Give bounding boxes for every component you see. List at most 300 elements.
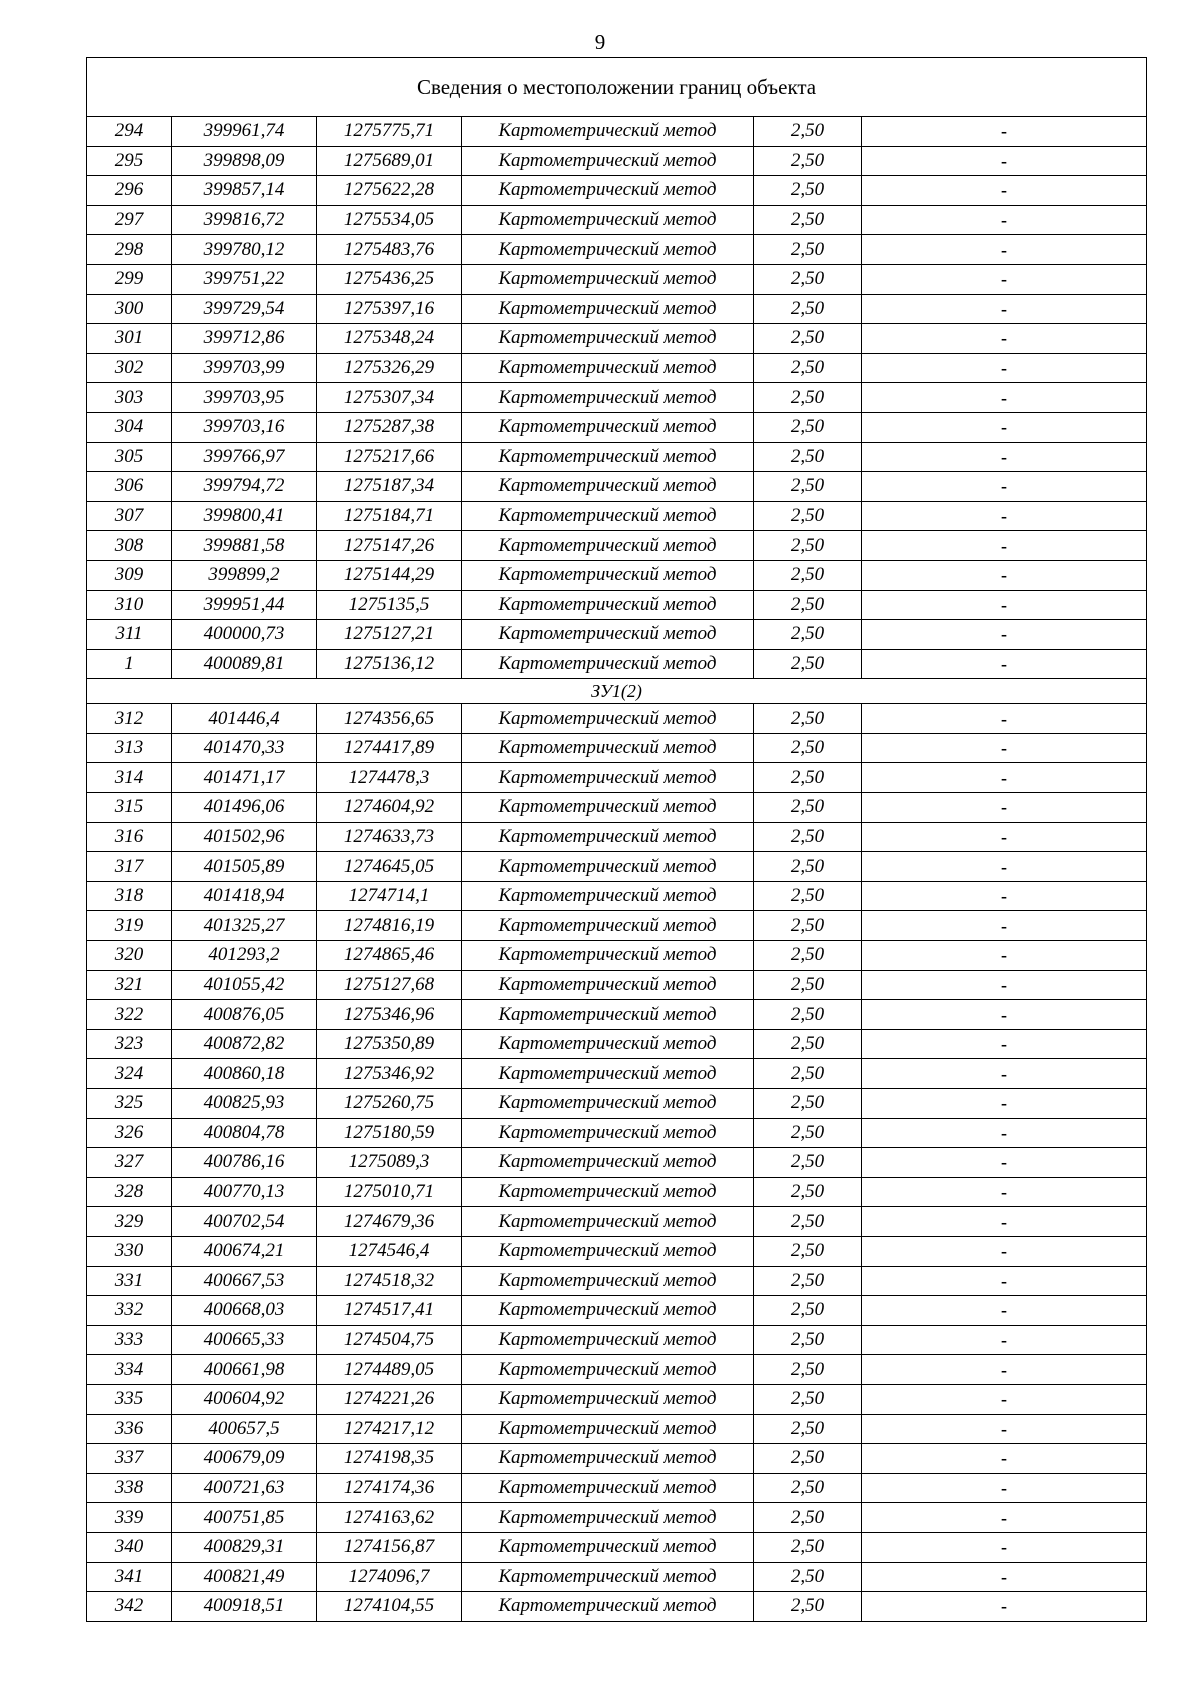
point-number-cell: 304 <box>87 412 172 442</box>
x-coordinate-cell: 400872,82 <box>172 1029 317 1059</box>
accuracy-cell: 2,50 <box>754 264 862 294</box>
point-number-cell: 314 <box>87 763 172 793</box>
accuracy-cell: 2,50 <box>754 294 862 324</box>
x-coordinate-cell: 399712,86 <box>172 324 317 354</box>
x-coordinate-cell: 400089,81 <box>172 649 317 679</box>
table-row <box>87 733 1147 763</box>
point-number-cell: 336 <box>87 1414 172 1444</box>
y-coordinate-cell: 1275348,24 <box>317 324 462 354</box>
table-row <box>87 442 1147 472</box>
table-row <box>87 1414 1147 1444</box>
y-coordinate-cell: 1275136,12 <box>317 649 462 679</box>
table-row <box>87 176 1147 206</box>
description-cell: - <box>862 1059 1147 1089</box>
point-number-cell: 327 <box>87 1148 172 1178</box>
method-cell: Картометрический метод <box>462 1000 754 1030</box>
y-coordinate-cell: 1275127,68 <box>317 970 462 1000</box>
x-coordinate-cell: 399703,99 <box>172 353 317 383</box>
accuracy-cell: 2,50 <box>754 704 862 734</box>
description-cell: - <box>862 1325 1147 1355</box>
point-number-cell: 311 <box>87 620 172 650</box>
accuracy-cell: 2,50 <box>754 1532 862 1562</box>
table-row <box>87 1562 1147 1592</box>
description-cell: - <box>862 117 1147 147</box>
x-coordinate-cell: 399816,72 <box>172 205 317 235</box>
x-coordinate-cell: 400702,54 <box>172 1207 317 1237</box>
accuracy-cell: 2,50 <box>754 590 862 620</box>
description-cell: - <box>862 501 1147 531</box>
x-coordinate-cell: 399857,14 <box>172 176 317 206</box>
y-coordinate-cell: 1275089,3 <box>317 1148 462 1178</box>
accuracy-cell: 2,50 <box>754 1296 862 1326</box>
accuracy-cell: 2,50 <box>754 1355 862 1385</box>
accuracy-cell: 2,50 <box>754 324 862 354</box>
x-coordinate-cell: 401471,17 <box>172 763 317 793</box>
method-cell: Картометрический метод <box>462 1148 754 1178</box>
table-row <box>87 324 1147 354</box>
y-coordinate-cell: 1274096,7 <box>317 1562 462 1592</box>
table-row <box>87 383 1147 413</box>
accuracy-cell: 2,50 <box>754 117 862 147</box>
y-coordinate-cell: 1275483,76 <box>317 235 462 265</box>
y-coordinate-cell: 1275010,71 <box>317 1177 462 1207</box>
y-coordinate-cell: 1275689,01 <box>317 146 462 176</box>
point-number-cell: 318 <box>87 881 172 911</box>
description-cell: - <box>862 1236 1147 1266</box>
point-number-cell: 313 <box>87 733 172 763</box>
point-number-cell: 332 <box>87 1296 172 1326</box>
table-row <box>87 1325 1147 1355</box>
y-coordinate-cell: 1275184,71 <box>317 501 462 531</box>
description-cell: - <box>862 324 1147 354</box>
point-number-cell: 333 <box>87 1325 172 1355</box>
x-coordinate-cell: 400821,49 <box>172 1562 317 1592</box>
table-row <box>87 1384 1147 1414</box>
accuracy-cell: 2,50 <box>754 970 862 1000</box>
x-coordinate-cell: 399703,16 <box>172 412 317 442</box>
y-coordinate-cell: 1274645,05 <box>317 852 462 882</box>
method-cell: Картометрический метод <box>462 1444 754 1474</box>
point-number-cell: 296 <box>87 176 172 206</box>
point-number-cell: 317 <box>87 852 172 882</box>
point-number-cell: 307 <box>87 501 172 531</box>
description-cell: - <box>862 1562 1147 1592</box>
x-coordinate-cell: 400657,5 <box>172 1414 317 1444</box>
y-coordinate-cell: 1274478,3 <box>317 763 462 793</box>
description-cell: - <box>862 176 1147 206</box>
table-row <box>87 970 1147 1000</box>
y-coordinate-cell: 1275144,29 <box>317 560 462 590</box>
method-cell: Картометрический метод <box>462 1059 754 1089</box>
table-title: Сведения о местоположении границ объекта <box>87 58 1147 117</box>
point-number-cell: 301 <box>87 324 172 354</box>
x-coordinate-cell: 399729,54 <box>172 294 317 324</box>
table-row <box>87 590 1147 620</box>
description-cell: - <box>862 704 1147 734</box>
table-row <box>87 353 1147 383</box>
y-coordinate-cell: 1275217,66 <box>317 442 462 472</box>
table-row <box>87 264 1147 294</box>
accuracy-cell: 2,50 <box>754 1000 862 1030</box>
accuracy-cell: 2,50 <box>754 941 862 971</box>
x-coordinate-cell: 400000,73 <box>172 620 317 650</box>
description-cell: - <box>862 294 1147 324</box>
method-cell: Картометрический метод <box>462 205 754 235</box>
x-coordinate-cell: 401055,42 <box>172 970 317 1000</box>
table-row <box>87 1444 1147 1474</box>
table-row <box>87 822 1147 852</box>
y-coordinate-cell: 1274356,65 <box>317 704 462 734</box>
description-cell: - <box>862 733 1147 763</box>
table-row <box>87 1059 1147 1089</box>
description-cell: - <box>862 1532 1147 1562</box>
method-cell: Картометрический метод <box>462 501 754 531</box>
point-number-cell: 339 <box>87 1503 172 1533</box>
method-cell: Картометрический метод <box>462 941 754 971</box>
accuracy-cell: 2,50 <box>754 822 862 852</box>
accuracy-cell: 2,50 <box>754 353 862 383</box>
accuracy-cell: 2,50 <box>754 1473 862 1503</box>
x-coordinate-cell: 400721,63 <box>172 1473 317 1503</box>
method-cell: Картометрический метод <box>462 911 754 941</box>
point-number-cell: 294 <box>87 117 172 147</box>
method-cell: Картометрический метод <box>462 970 754 1000</box>
group2-rows <box>87 704 1147 1621</box>
accuracy-cell: 2,50 <box>754 1029 862 1059</box>
x-coordinate-cell: 400661,98 <box>172 1355 317 1385</box>
accuracy-cell: 2,50 <box>754 383 862 413</box>
y-coordinate-cell: 1275397,16 <box>317 294 462 324</box>
x-coordinate-cell: 400674,21 <box>172 1236 317 1266</box>
y-coordinate-cell: 1275346,92 <box>317 1059 462 1089</box>
accuracy-cell: 2,50 <box>754 1384 862 1414</box>
method-cell: Картометрический метод <box>462 763 754 793</box>
accuracy-cell: 2,50 <box>754 911 862 941</box>
method-cell: Картометрический метод <box>462 442 754 472</box>
description-cell: - <box>862 560 1147 590</box>
point-number-cell: 331 <box>87 1266 172 1296</box>
accuracy-cell: 2,50 <box>754 1444 862 1474</box>
x-coordinate-cell: 400679,09 <box>172 1444 317 1474</box>
y-coordinate-cell: 1274104,55 <box>317 1592 462 1622</box>
y-coordinate-cell: 1275127,21 <box>317 620 462 650</box>
method-cell: Картометрический метод <box>462 176 754 206</box>
accuracy-cell: 2,50 <box>754 1562 862 1592</box>
method-cell: Картометрический метод <box>462 1562 754 1592</box>
description-cell: - <box>862 264 1147 294</box>
method-cell: Картометрический метод <box>462 324 754 354</box>
y-coordinate-cell: 1274604,92 <box>317 793 462 823</box>
y-coordinate-cell: 1275350,89 <box>317 1029 462 1059</box>
x-coordinate-cell: 400667,53 <box>172 1266 317 1296</box>
x-coordinate-cell: 400804,78 <box>172 1118 317 1148</box>
point-number-cell: 319 <box>87 911 172 941</box>
point-number-cell: 297 <box>87 205 172 235</box>
description-cell: - <box>862 442 1147 472</box>
point-number-cell: 326 <box>87 1118 172 1148</box>
x-coordinate-cell: 401470,33 <box>172 733 317 763</box>
method-cell: Картометрический метод <box>462 117 754 147</box>
x-coordinate-cell: 400825,93 <box>172 1089 317 1119</box>
accuracy-cell: 2,50 <box>754 1503 862 1533</box>
x-coordinate-cell: 401293,2 <box>172 941 317 971</box>
point-number-cell: 341 <box>87 1562 172 1592</box>
accuracy-cell: 2,50 <box>754 1325 862 1355</box>
y-coordinate-cell: 1274865,46 <box>317 941 462 971</box>
method-cell: Картометрический метод <box>462 881 754 911</box>
point-number-cell: 323 <box>87 1029 172 1059</box>
y-coordinate-cell: 1274198,35 <box>317 1444 462 1474</box>
table-row <box>87 881 1147 911</box>
description-cell: - <box>862 235 1147 265</box>
section-row-group <box>87 679 1147 704</box>
point-number-cell: 298 <box>87 235 172 265</box>
point-number-cell: 308 <box>87 531 172 561</box>
y-coordinate-cell: 1275307,34 <box>317 383 462 413</box>
page-number: 9 <box>594 30 606 54</box>
description-cell: - <box>862 822 1147 852</box>
table-row <box>87 117 1147 147</box>
description-cell: - <box>862 383 1147 413</box>
description-cell: - <box>862 1503 1147 1533</box>
accuracy-cell: 2,50 <box>754 620 862 650</box>
method-cell: Картометрический метод <box>462 1414 754 1444</box>
table-row <box>87 911 1147 941</box>
point-number-cell: 338 <box>87 1473 172 1503</box>
method-cell: Картометрический метод <box>462 1177 754 1207</box>
accuracy-cell: 2,50 <box>754 733 862 763</box>
description-cell: - <box>862 620 1147 650</box>
point-number-cell: 328 <box>87 1177 172 1207</box>
description-cell: - <box>862 911 1147 941</box>
table-row <box>87 941 1147 971</box>
table-row <box>87 501 1147 531</box>
y-coordinate-cell: 1274489,05 <box>317 1355 462 1385</box>
table-row <box>87 146 1147 176</box>
x-coordinate-cell: 399703,95 <box>172 383 317 413</box>
description-cell: - <box>862 590 1147 620</box>
accuracy-cell: 2,50 <box>754 1118 862 1148</box>
y-coordinate-cell: 1275260,75 <box>317 1089 462 1119</box>
x-coordinate-cell: 400786,16 <box>172 1148 317 1178</box>
y-coordinate-cell: 1274517,41 <box>317 1296 462 1326</box>
point-number-cell: 1 <box>87 649 172 679</box>
y-coordinate-cell: 1274417,89 <box>317 733 462 763</box>
point-number-cell: 334 <box>87 1355 172 1385</box>
point-number-cell: 316 <box>87 822 172 852</box>
point-number-cell: 315 <box>87 793 172 823</box>
table-row <box>87 1473 1147 1503</box>
y-coordinate-cell: 1274714,1 <box>317 881 462 911</box>
point-number-cell: 309 <box>87 560 172 590</box>
table-row <box>87 205 1147 235</box>
y-coordinate-cell: 1275287,38 <box>317 412 462 442</box>
x-coordinate-cell: 401418,94 <box>172 881 317 911</box>
y-coordinate-cell: 1275775,71 <box>317 117 462 147</box>
table-row <box>87 235 1147 265</box>
y-coordinate-cell: 1274679,36 <box>317 1207 462 1237</box>
method-cell: Картометрический метод <box>462 1532 754 1562</box>
y-coordinate-cell: 1275147,26 <box>317 531 462 561</box>
accuracy-cell: 2,50 <box>754 442 862 472</box>
table-row <box>87 1148 1147 1178</box>
method-cell: Картометрический метод <box>462 704 754 734</box>
point-number-cell: 312 <box>87 704 172 734</box>
description-cell: - <box>862 763 1147 793</box>
method-cell: Картометрический метод <box>462 1029 754 1059</box>
table-title-row <box>87 58 1147 117</box>
accuracy-cell: 2,50 <box>754 560 862 590</box>
y-coordinate-cell: 1274546,4 <box>317 1236 462 1266</box>
x-coordinate-cell: 399881,58 <box>172 531 317 561</box>
method-cell: Картометрический метод <box>462 1503 754 1533</box>
description-cell: - <box>862 146 1147 176</box>
description-cell: - <box>862 1592 1147 1622</box>
method-cell: Картометрический метод <box>462 1118 754 1148</box>
method-cell: Картометрический метод <box>462 146 754 176</box>
description-cell: - <box>862 1384 1147 1414</box>
x-coordinate-cell: 399794,72 <box>172 472 317 502</box>
method-cell: Картометрический метод <box>462 1325 754 1355</box>
y-coordinate-cell: 1274156,87 <box>317 1532 462 1562</box>
y-coordinate-cell: 1275135,5 <box>317 590 462 620</box>
section-row <box>87 679 1147 704</box>
description-cell: - <box>862 353 1147 383</box>
accuracy-cell: 2,50 <box>754 176 862 206</box>
table-row <box>87 1236 1147 1266</box>
y-coordinate-cell: 1274221,26 <box>317 1384 462 1414</box>
x-coordinate-cell: 399766,97 <box>172 442 317 472</box>
point-number-cell: 295 <box>87 146 172 176</box>
accuracy-cell: 2,50 <box>754 1177 862 1207</box>
y-coordinate-cell: 1274816,19 <box>317 911 462 941</box>
x-coordinate-cell: 401505,89 <box>172 852 317 882</box>
table-row <box>87 1503 1147 1533</box>
description-cell: - <box>862 881 1147 911</box>
point-number-cell: 310 <box>87 590 172 620</box>
accuracy-cell: 2,50 <box>754 235 862 265</box>
table-row <box>87 560 1147 590</box>
accuracy-cell: 2,50 <box>754 1207 862 1237</box>
method-cell: Картометрический метод <box>462 1089 754 1119</box>
x-coordinate-cell: 399898,09 <box>172 146 317 176</box>
description-cell: - <box>862 1207 1147 1237</box>
point-number-cell: 306 <box>87 472 172 502</box>
method-cell: Картометрический метод <box>462 383 754 413</box>
method-cell: Картометрический метод <box>462 531 754 561</box>
x-coordinate-cell: 399780,12 <box>172 235 317 265</box>
x-coordinate-cell: 400751,85 <box>172 1503 317 1533</box>
description-cell: - <box>862 1266 1147 1296</box>
point-number-cell: 335 <box>87 1384 172 1414</box>
table-row <box>87 1592 1147 1622</box>
boundary-coordinates-table <box>86 57 1147 1622</box>
y-coordinate-cell: 1274518,32 <box>317 1266 462 1296</box>
description-cell: - <box>862 1000 1147 1030</box>
method-cell: Картометрический метод <box>462 1207 754 1237</box>
y-coordinate-cell: 1275180,59 <box>317 1118 462 1148</box>
table-row <box>87 531 1147 561</box>
method-cell: Картометрический метод <box>462 1592 754 1622</box>
point-number-cell: 325 <box>87 1089 172 1119</box>
method-cell: Картометрический метод <box>462 264 754 294</box>
x-coordinate-cell: 399800,41 <box>172 501 317 531</box>
description-cell: - <box>862 412 1147 442</box>
description-cell: - <box>862 1414 1147 1444</box>
table-row <box>87 1532 1147 1562</box>
accuracy-cell: 2,50 <box>754 531 862 561</box>
accuracy-cell: 2,50 <box>754 1089 862 1119</box>
y-coordinate-cell: 1274504,75 <box>317 1325 462 1355</box>
point-number-cell: 340 <box>87 1532 172 1562</box>
group1-rows <box>87 117 1147 679</box>
description-cell: - <box>862 472 1147 502</box>
table-row <box>87 704 1147 734</box>
accuracy-cell: 2,50 <box>754 472 862 502</box>
description-cell: - <box>862 941 1147 971</box>
description-cell: - <box>862 1148 1147 1178</box>
table-row <box>87 1029 1147 1059</box>
y-coordinate-cell: 1275187,34 <box>317 472 462 502</box>
description-cell: - <box>862 1177 1147 1207</box>
table-row <box>87 1296 1147 1326</box>
table-row <box>87 793 1147 823</box>
method-cell: Картометрический метод <box>462 649 754 679</box>
accuracy-cell: 2,50 <box>754 501 862 531</box>
x-coordinate-cell: 399951,44 <box>172 590 317 620</box>
y-coordinate-cell: 1274217,12 <box>317 1414 462 1444</box>
point-number-cell: 342 <box>87 1592 172 1622</box>
description-cell: - <box>862 1296 1147 1326</box>
method-cell: Картометрический метод <box>462 412 754 442</box>
description-cell: - <box>862 205 1147 235</box>
accuracy-cell: 2,50 <box>754 1592 862 1622</box>
x-coordinate-cell: 400860,18 <box>172 1059 317 1089</box>
x-coordinate-cell: 399961,74 <box>172 117 317 147</box>
accuracy-cell: 2,50 <box>754 1414 862 1444</box>
point-number-cell: 321 <box>87 970 172 1000</box>
method-cell: Картометрический метод <box>462 733 754 763</box>
accuracy-cell: 2,50 <box>754 205 862 235</box>
method-cell: Картометрический метод <box>462 1296 754 1326</box>
x-coordinate-cell: 401446,4 <box>172 704 317 734</box>
table-row <box>87 294 1147 324</box>
accuracy-cell: 2,50 <box>754 412 862 442</box>
method-cell: Картометрический метод <box>462 590 754 620</box>
y-coordinate-cell: 1275346,96 <box>317 1000 462 1030</box>
description-cell: - <box>862 1355 1147 1385</box>
table-row <box>87 649 1147 679</box>
accuracy-cell: 2,50 <box>754 649 862 679</box>
y-coordinate-cell: 1275622,28 <box>317 176 462 206</box>
x-coordinate-cell: 399751,22 <box>172 264 317 294</box>
method-cell: Картометрический метод <box>462 1473 754 1503</box>
y-coordinate-cell: 1275326,29 <box>317 353 462 383</box>
y-coordinate-cell: 1274163,62 <box>317 1503 462 1533</box>
y-coordinate-cell: 1274633,73 <box>317 822 462 852</box>
method-cell: Картометрический метод <box>462 294 754 324</box>
point-number-cell: 302 <box>87 353 172 383</box>
point-number-cell: 337 <box>87 1444 172 1474</box>
point-number-cell: 330 <box>87 1236 172 1266</box>
point-number-cell: 322 <box>87 1000 172 1030</box>
description-cell: - <box>862 793 1147 823</box>
table-row <box>87 472 1147 502</box>
method-cell: Картометрический метод <box>462 472 754 502</box>
x-coordinate-cell: 401325,27 <box>172 911 317 941</box>
accuracy-cell: 2,50 <box>754 1266 862 1296</box>
x-coordinate-cell: 400829,31 <box>172 1532 317 1562</box>
